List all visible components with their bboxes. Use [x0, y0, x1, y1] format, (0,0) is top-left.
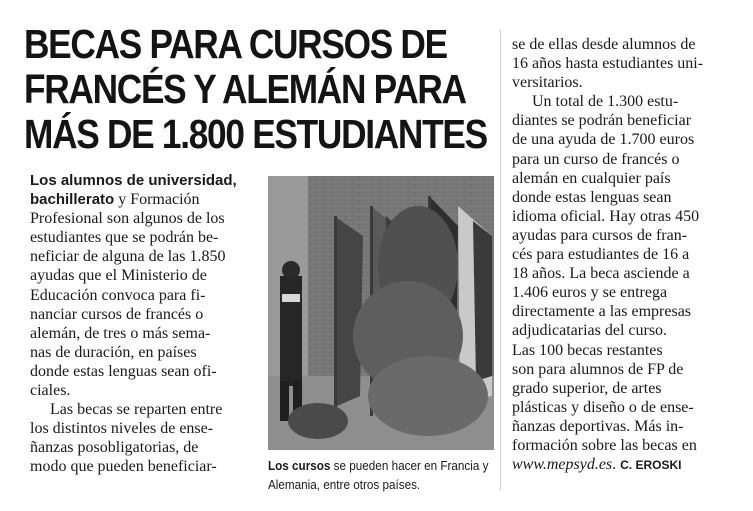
text-line: Las becas se reparten entre — [50, 401, 223, 419]
photo-flags-guard — [268, 176, 494, 450]
text-line: modo que pueden beneficiar- — [30, 458, 217, 476]
headline-line: FRANCÉS Y ALEMÁN PARA — [24, 66, 466, 112]
text-line: formación sobre las becas en — [512, 436, 697, 454]
text-line: ayudas que el Ministerio de — [30, 267, 207, 285]
text-line — [30, 190, 256, 209]
text-line: plásticas y diseño o de ense- — [512, 398, 694, 416]
text-line: de una ayuda de 1.700 euros — [512, 131, 695, 149]
text-line: Un total de 1.300 estu- — [532, 93, 679, 111]
text-line: los distintos niveles de ense- — [30, 420, 214, 438]
photo-caption — [268, 456, 498, 494]
text-line: son para alumnos de FP de — [512, 360, 684, 378]
text-line: 18 años. La beca asciende a — [512, 265, 690, 283]
headline-line: MÁS DE 1.800 ESTUDIANTES — [24, 111, 487, 157]
text-line: alemán en cualquier país — [512, 169, 671, 187]
lead-text: Los alumnos de universidad, — [30, 172, 237, 189]
text-line: Profesional son algunos de los — [30, 210, 225, 228]
left-column — [30, 171, 256, 477]
text-line: idioma oficial. Hay otras 450 — [512, 207, 700, 225]
text-line: grado superior, de artes — [512, 379, 662, 397]
headline — [24, 22, 506, 157]
source-link[interactable]: www.mepsyd.es — [512, 456, 613, 474]
text-line: neficiar de alguna de las 1.850 — [30, 248, 226, 266]
text-line: Las 100 becas restantes — [512, 341, 663, 359]
text-line: 1.406 euros y se entrega — [512, 284, 668, 302]
text-line: ayudas para cursos de fran- — [512, 226, 688, 244]
text-line: alemán, de tres o más sema- — [30, 324, 211, 342]
column-divider — [500, 30, 501, 490]
text-line: cés para estudiantes de 16 a — [512, 246, 690, 264]
text-line: versitarios. — [512, 74, 583, 92]
text-line: se de ellas desde alumnos de — [512, 36, 696, 53]
news-photo — [268, 176, 494, 450]
text-line: donde estas lenguas sean ofi- — [30, 362, 217, 380]
text-line: ñanzas deportivas. Más in- — [512, 417, 684, 435]
text-line: Educación convoca para fi- — [30, 286, 206, 304]
right-column — [512, 35, 732, 475]
text-line: donde estas lenguas sean — [512, 188, 672, 206]
photo-credit: C. EROSKI — [620, 458, 682, 473]
text-line: para un curso de francés o — [512, 150, 680, 168]
text-line — [30, 171, 256, 190]
text-line: adjudicatarias del curso. — [512, 322, 668, 340]
text-line: ñanzas posobligatorias, de — [30, 439, 199, 457]
caption-bold: Los cursos — [268, 458, 331, 473]
text-line: diantes se podrán beneficiar — [512, 112, 692, 130]
text-line: nanciar cursos de francés o — [30, 305, 204, 323]
headline-line: BECAS PARA CURSOS DE — [24, 21, 447, 67]
caption-text: se pueden hacer en Francia y Alemania, entre otros países. — [268, 458, 489, 492]
text-line: 16 años hasta estudiantes uni- — [512, 55, 704, 73]
text-line: estudiantes que se podrán be- — [30, 229, 219, 247]
lead-text: bachillerato — [30, 191, 115, 209]
url-punct: . — [612, 456, 621, 474]
text-line: directamente a las empresas — [512, 303, 692, 321]
text-line: ciales. — [30, 382, 71, 400]
body-text: y Formación — [114, 191, 200, 209]
text-line — [512, 455, 732, 475]
text-line: nas de duración, en países — [30, 343, 197, 361]
